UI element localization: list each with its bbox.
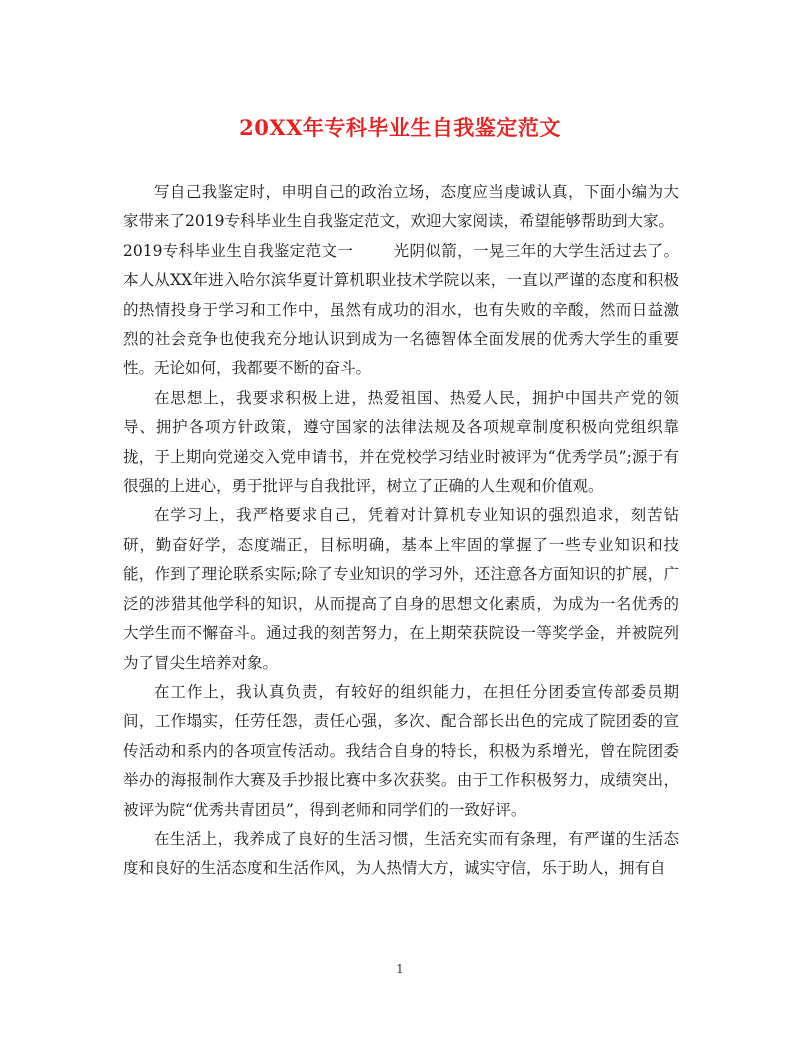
section-paragraph (123, 237, 679, 384)
document-title: 20XX年专科毕业生自我鉴定范文 (239, 115, 561, 140)
paragraph-3: 在学习上，我严格要求自己，凭着对计算机专业知识的强烈追求，刻苦钻研，勤奋好学，态度端正，目标明确，基本上牢固的掌握了一些专业知识和技能，作到了理论联系实际;除了专业知识的学习外，还注意各方面知识的扩展，广泛的涉猎其他学科的知识，从而提高了自身的思想文化素质，为成为一名优秀的大学生而不懈奋斗。通过我的刻苦努力，在上期荣获院设一等奖学金，并被院列为了冒尖生培养对象。 (123, 506, 679, 672)
paragraph-1: 光阴似箭，一晃三年的大学生活过去了。本人从XX年进入哈尔滨华夏计算机职业技术学院以来，一直以严谨的态度和积极的热情投身于学习和工作中，虽然有成功的泪水，也有失败的辛酸，然而日益激烈的社会竞争也使我充分地认识到成为一名德智体全面发展的优秀大学生的重要性。无论如何，我都要不断的奋斗。 (123, 241, 679, 378)
document-body (123, 178, 679, 884)
section-heading: 2019专科毕业生自我鉴定范文一 (123, 241, 354, 260)
intro-paragraph: 写自己我鉴定时，申明自己的政治立场，态度应当虔诚认真，下面小编为大家带来了2019专科毕业生自我鉴定范文，欢迎大家阅读，希望能够帮助到大家。 (123, 183, 679, 231)
page-number: 1 (396, 962, 404, 976)
paragraph-4: 在工作上，我认真负责，有较好的组织能力，在担任分团委宣传部委员期间，工作塌实，任劳任怨，责任心强，多次、配合部长出色的完成了院团委的宣传活动和系内的各项宣传活动。我结合自身的特长，积极为系增光，曾在院团委举办的海报制作大赛及手抄报比赛中多次获奖。由于工作积极努力，成绩突出，被评为院“优秀共青团员”，得到老师和同学们的一致好评。 (123, 682, 679, 819)
paragraph-5: 在生活上，我养成了良好的生活习惯，生活充实而有条理，有严谨的生活态度和良好的生活态度和生活作风，为人热情大方，诚实守信，乐于助人，拥有自 (123, 829, 679, 878)
paragraph-2: 在思想上，我要求积极上进，热爱祖国、热爱人民，拥护中国共产党的领导、拥护各项方针政策，遵守国家的法律法规及各项规章制度积极向党组织靠拢，于上期向党递交入党申请书，并在党校学习结业时被评为“优秀学员”;源于有很强的上进心，勇于批评与自我批评，树立了正确的人生观和价值观。 (123, 388, 679, 496)
